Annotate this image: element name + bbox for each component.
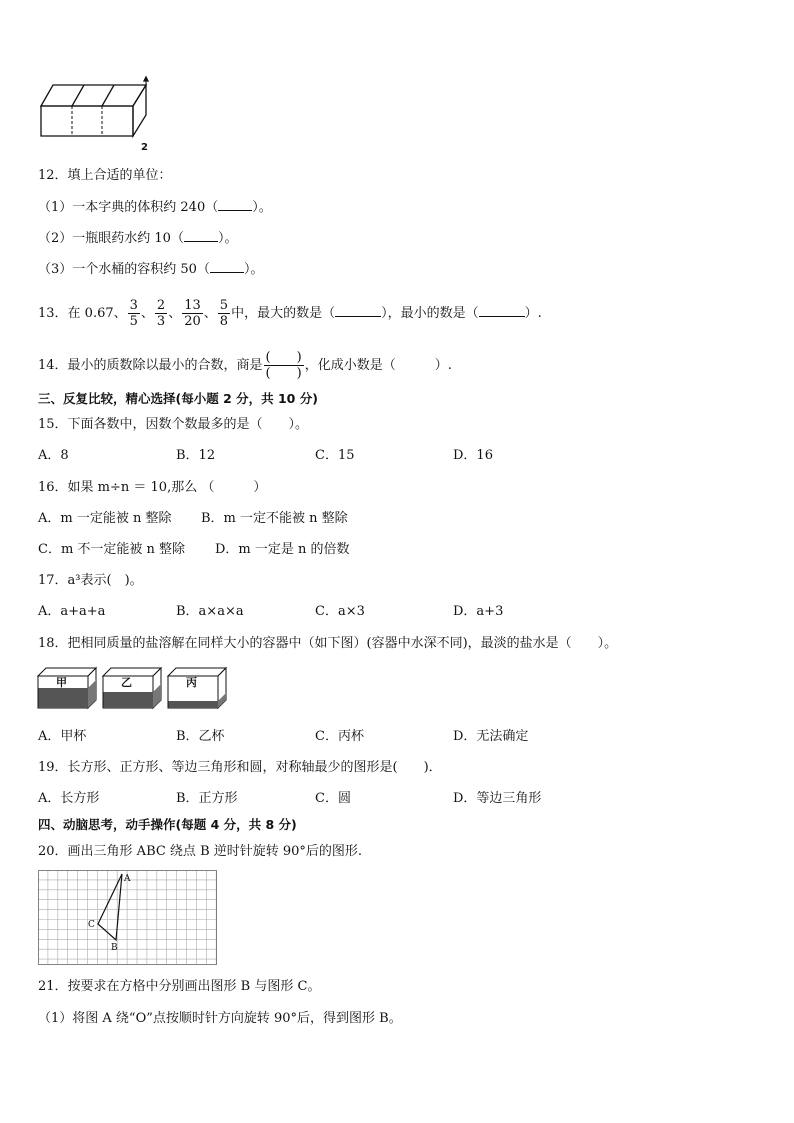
option-d[interactable]: D．m 一定是 n 的倍数: [215, 542, 350, 557]
option-c[interactable]: C．圆: [315, 791, 351, 806]
answer-blank-min[interactable]: [479, 305, 525, 317]
fraction-2-3: $\frac{2}{3}$: [156, 298, 166, 329]
option-a[interactable]: A．长方形: [38, 791, 100, 806]
option-a[interactable]: A．甲杯: [38, 729, 87, 744]
option-b[interactable]: B．a×a×a: [176, 604, 244, 619]
q12-item-3: （3）一个水桶的容积约 50（ ）。: [38, 262, 264, 277]
q14-line: 14．最小的质数除以最小的合数，商是 $\frac{( )}{( )}$ ，化成小数是（ ）.: [38, 350, 452, 381]
option-b[interactable]: B．m 一定不能被 n 整除: [201, 511, 348, 526]
q21-item-1: （1）将图 A 绕“O”点按顺时针方向旋转 90°后，得到图形 B。: [38, 1011, 402, 1026]
q19-stem: 19．长方形、正方形、等边三角形和圆，对称轴最少的图形是( )．: [38, 760, 442, 775]
rotation-grid[interactable]: [38, 870, 218, 966]
option-b[interactable]: B．乙杯: [176, 729, 225, 744]
vertex-label-a: A: [124, 874, 131, 884]
q12-stem: 12．填上合适的单位：: [38, 168, 172, 183]
q12-item-2: （2）一瓶眼药水约 10（ ）。: [38, 231, 238, 246]
q12-item-1: （1）一本字典的体积约 240（ ）。: [38, 200, 272, 215]
section-3-title: 三、反复比较，精心选择(每小题 2 分，共 10 分): [38, 391, 318, 406]
option-b[interactable]: B．12: [176, 448, 216, 463]
container-jia: [38, 668, 96, 708]
answer-blank[interactable]: [184, 230, 218, 242]
fraction-3-5: $\frac{3}{5}$: [129, 298, 138, 329]
answer-blank-max[interactable]: [335, 305, 381, 317]
svg-text:乙: 乙: [121, 676, 132, 689]
cuboid-figure: [38, 80, 158, 152]
vertex-label-c: C: [88, 920, 95, 930]
q16-stem: 16．如果 m÷n ＝ 10,那么 （ ）: [38, 480, 267, 495]
containers-figure: [38, 666, 228, 718]
option-d[interactable]: D．16: [453, 448, 493, 463]
cuboid-dim-label: 2: [141, 142, 148, 153]
fraction-5-8: $\frac{5}{8}$: [219, 298, 229, 329]
option-d[interactable]: D．a+3: [453, 604, 504, 619]
option-c[interactable]: C．15: [315, 448, 355, 463]
q17-stem: 17．a³表示( )。: [38, 573, 143, 588]
svg-text:丙: 丙: [186, 676, 197, 689]
option-d[interactable]: D．等边三角形: [453, 791, 542, 806]
q18-stem: 18．把相同质量的盐溶解在同样大小的容器中（如下图）(容器中水深不同)，最淡的盐水是（ ）。: [38, 636, 618, 651]
option-a[interactable]: A．a+a+a: [38, 604, 106, 619]
q20-stem: 20．画出三角形 ABC 绕点 B 逆时针旋转 90°后的图形.: [38, 844, 363, 859]
fraction-13-20: $\frac{13}{20}$: [184, 298, 201, 329]
q15-stem: 15．下面各数中，因数个数最多的是（ ）。: [38, 417, 309, 432]
q13-line: 13．在 0.67、 $\frac{3}{5}$ 、 $\frac{2}{3}$ 、 $\frac{13}{20}$ 、 $\frac{5}{8}$ 中，最大的数是（ ），最小的数是（ ）.: [38, 298, 542, 329]
option-d[interactable]: D．无法确定: [453, 729, 529, 744]
option-a[interactable]: A．8: [38, 448, 69, 463]
container-yi: [103, 668, 161, 708]
triangle-abc: [98, 874, 122, 940]
option-c[interactable]: C．丙杯: [315, 729, 364, 744]
option-b[interactable]: B．正方形: [176, 791, 238, 806]
option-a[interactable]: A．m 一定能被 n 整除: [38, 511, 172, 526]
answer-blank[interactable]: [210, 261, 244, 273]
answer-blank[interactable]: [218, 199, 252, 211]
q21-stem: 21．按要求在方格中分别画出图形 B 与图形 C。: [38, 979, 321, 994]
container-bing: [168, 668, 226, 708]
svg-text:甲: 甲: [56, 676, 67, 689]
option-c[interactable]: C．m 不一定能被 n 整除: [38, 542, 186, 557]
section-4-title: 四、动脑思考，动手操作(每题 4 分，共 8 分): [38, 817, 297, 832]
option-c[interactable]: C．a×3: [315, 604, 365, 619]
fraction-blank[interactable]: $\frac{( )}{( )}$: [265, 350, 302, 381]
vertex-label-b: B: [111, 943, 118, 953]
